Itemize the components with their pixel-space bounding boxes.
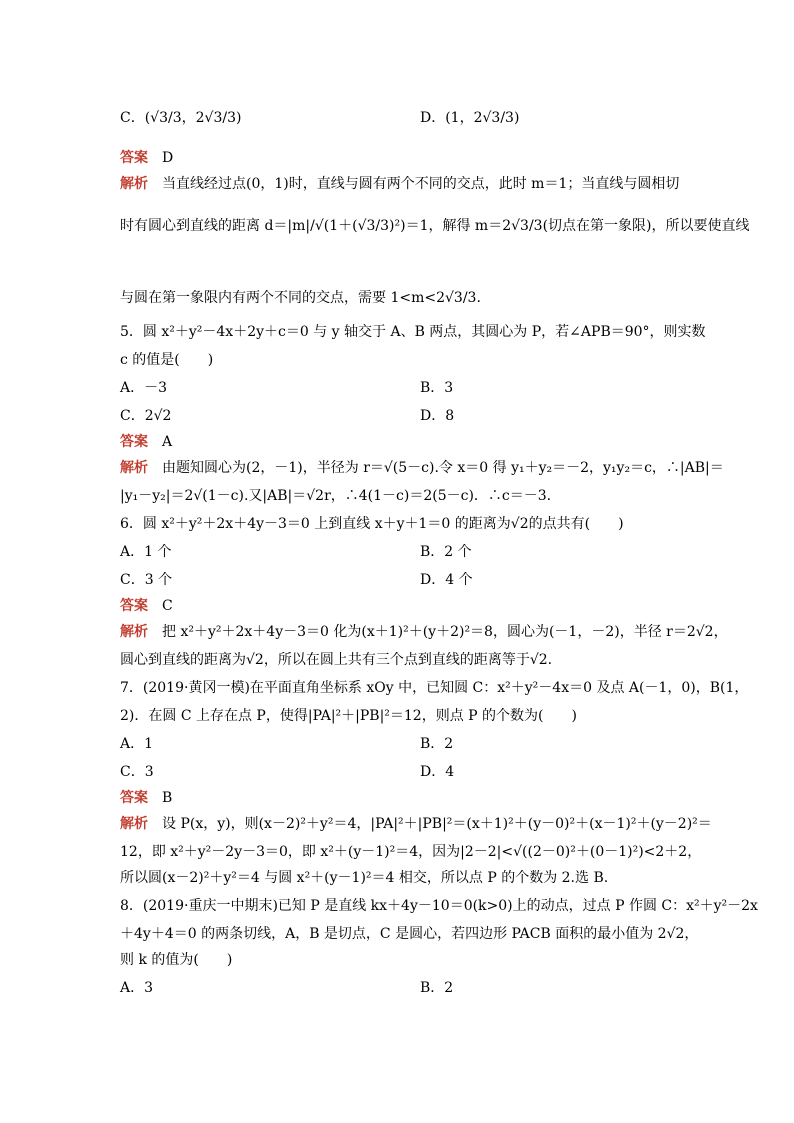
text-line-q6_optA bbox=[120, 542, 171, 562]
text-line-q7_optA bbox=[120, 734, 153, 754]
line-text: 2)．在圆 C 上存在点 P，使得|PA|²＋|PB|²＝12，则点 P 的个数为( ) bbox=[120, 708, 577, 724]
text-line-q7_stem2 bbox=[120, 706, 577, 726]
text-line-q7_exp3 bbox=[120, 868, 608, 888]
label-tag: 解析 bbox=[120, 460, 148, 476]
text-line-q5_optB bbox=[420, 378, 453, 398]
line-text: 7．(2019·黄冈一模)在平面直角坐标系 xOy 中，已知圆 C：x²＋y²－4x＝0 及点 A(－1，0)，B(1， bbox=[120, 680, 749, 696]
text-line-q5_stem1 bbox=[120, 322, 706, 342]
text-line-q7_optC bbox=[120, 762, 154, 782]
text-line-q6_answer bbox=[120, 596, 173, 616]
line-text: D．8 bbox=[420, 408, 455, 424]
line-text: B bbox=[162, 790, 173, 806]
text-line-q4_exp2 bbox=[120, 216, 750, 236]
text-line-q5_exp1 bbox=[120, 458, 724, 478]
line-text: 与圆在第一象限内有两个不同的交点，需要 1<m<2√3/3. bbox=[120, 290, 481, 306]
text-line-q4_answer bbox=[120, 148, 173, 168]
text-line-q6_optC bbox=[120, 570, 172, 590]
text-line-q4_optD bbox=[420, 108, 519, 128]
text-line-q8_optB bbox=[420, 978, 453, 998]
text-line-q4_exp1 bbox=[120, 174, 679, 194]
line-text: D．4 bbox=[420, 764, 455, 780]
label-tag: 答案 bbox=[120, 434, 148, 450]
label-tag: 解析 bbox=[120, 176, 148, 192]
text-line-q6_optD bbox=[420, 570, 473, 590]
line-text: B．2 bbox=[420, 736, 454, 752]
text-line-q7_answer bbox=[120, 788, 172, 808]
line-text: A．3 bbox=[120, 980, 154, 996]
line-text: 圆心到直线的距离为√2，所以在圆上共有三个点到直线的距离等于√2. bbox=[120, 652, 553, 668]
text-line-q4_optC bbox=[120, 108, 241, 128]
line-text: c 的值是( ) bbox=[120, 352, 214, 368]
line-text: B．2 bbox=[420, 980, 454, 996]
label-tag: 答案 bbox=[120, 598, 148, 614]
text-line-q5_optC bbox=[120, 406, 171, 426]
text-line-q7_exp1 bbox=[120, 814, 712, 834]
text-line-q6_optB bbox=[420, 542, 472, 562]
line-text: D．4 个 bbox=[420, 572, 473, 588]
text-line-q8_optA bbox=[120, 978, 153, 998]
label-tag: 答案 bbox=[120, 790, 148, 806]
text-line-q5_stem2 bbox=[120, 350, 213, 370]
line-text: 由题知圆心为(2，－1)，半径为 r＝√(5－c).令 x＝0 得 y₁＋y₂＝－2，y₁y₂＝c，∴|AB|＝ bbox=[162, 460, 724, 476]
text-line-q7_optD bbox=[420, 762, 454, 782]
line-text: C bbox=[162, 598, 173, 614]
line-text: C．3 个 bbox=[120, 572, 173, 588]
text-line-q8_stem3 bbox=[120, 950, 232, 970]
line-text: 设 P(x，y)，则(x－2)²＋y²＝4，|PA|²＋|PB|²＝(x＋1)²＋(y－0)²＋(x－1)²＋(y－2)²＝ bbox=[162, 816, 712, 832]
line-text: A．1 个 bbox=[120, 544, 172, 560]
line-text: A bbox=[162, 434, 173, 450]
line-text: ＋4y＋4＝0 的两条切线，A，B 是切点，C 是圆心，若四边形 PACB 面积的最小值为 2√2， bbox=[120, 926, 699, 942]
text-line-q8_stem2 bbox=[120, 924, 698, 944]
line-text: C．(√3/3，2√3/3) bbox=[120, 110, 242, 126]
label-tag: 解析 bbox=[120, 624, 148, 640]
text-line-q7_optB bbox=[420, 734, 453, 754]
line-text: D bbox=[162, 150, 174, 166]
line-text: A．－3 bbox=[120, 380, 168, 396]
line-text: 6．圆 x²＋y²＋2x＋4y－3＝0 上到直线 x＋y＋1＝0 的距离为√2的点共有( ) bbox=[120, 516, 624, 532]
text-line-q4_exp3 bbox=[120, 288, 481, 308]
line-text: C．2√2 bbox=[120, 408, 172, 424]
line-text: 12，即 x²＋y²－2y－3＝0，即 x²＋(y－1)²＝4，因为|2－2|<√((2－0)²＋(0－1)²)<2＋2， bbox=[120, 844, 702, 860]
line-text: A．1 bbox=[120, 736, 154, 752]
text-line-q7_exp2 bbox=[120, 842, 701, 862]
label-tag: 答案 bbox=[120, 150, 148, 166]
line-text: |y₁－y₂|＝2√(1－c).又|AB|＝√2r，∴4(1－c)＝2(5－c)．∴c＝－3. bbox=[120, 488, 552, 504]
line-text: D．(1，2√3/3) bbox=[420, 110, 520, 126]
text-line-q6_exp1 bbox=[120, 622, 728, 642]
line-text: C．3 bbox=[120, 764, 154, 780]
label-tag: 解析 bbox=[120, 816, 148, 832]
text-line-q5_answer bbox=[120, 432, 172, 452]
line-text: 则 k 的值为( ) bbox=[120, 952, 233, 968]
text-line-q5_optA bbox=[120, 378, 167, 398]
line-text: B．2 个 bbox=[420, 544, 472, 560]
line-text: 5．圆 x²＋y²－4x＋2y＋c＝0 与 y 轴交于 A、B 两点，其圆心为 P，若∠APB＝90°，则实数 bbox=[120, 324, 706, 340]
text-line-q8_stem1 bbox=[120, 896, 758, 916]
line-text: 所以圆(x－2)²＋y²＝4 与圆 x²＋(y－1)²＝4 相交，所以点 P 的个数为 2.选 B. bbox=[120, 870, 609, 886]
line-text: 把 x²＋y²＋2x＋4y－3＝0 化为(x＋1)²＋(y＋2)²＝8，圆心为(－1，－2)，半径 r＝2√2， bbox=[162, 624, 728, 640]
line-text: 8．(2019·重庆一中期末)已知 P 是直线 kx＋4y－10＝0(k>0)上的动点，过点 P 作圆 C：x²＋y²－2x bbox=[120, 898, 758, 914]
text-line-q5_optD bbox=[420, 406, 454, 426]
text-line-q5_exp2 bbox=[120, 486, 551, 506]
text-line-q7_stem1 bbox=[120, 678, 748, 698]
text-line-q6_stem bbox=[120, 514, 624, 534]
line-text: B．3 bbox=[420, 380, 454, 396]
line-text: 当直线经过点(0，1)时，直线与圆有两个不同的交点，此时 m＝1；当直线与圆相切 bbox=[162, 176, 680, 192]
text-line-q6_exp2 bbox=[120, 650, 552, 670]
line-text: 时有圆心到直线的距离 d＝|m|/√(1＋(√3/3)²)＝1，解得 m＝2√3/3(切点在第一象限)，所以要使直线 bbox=[120, 218, 750, 234]
